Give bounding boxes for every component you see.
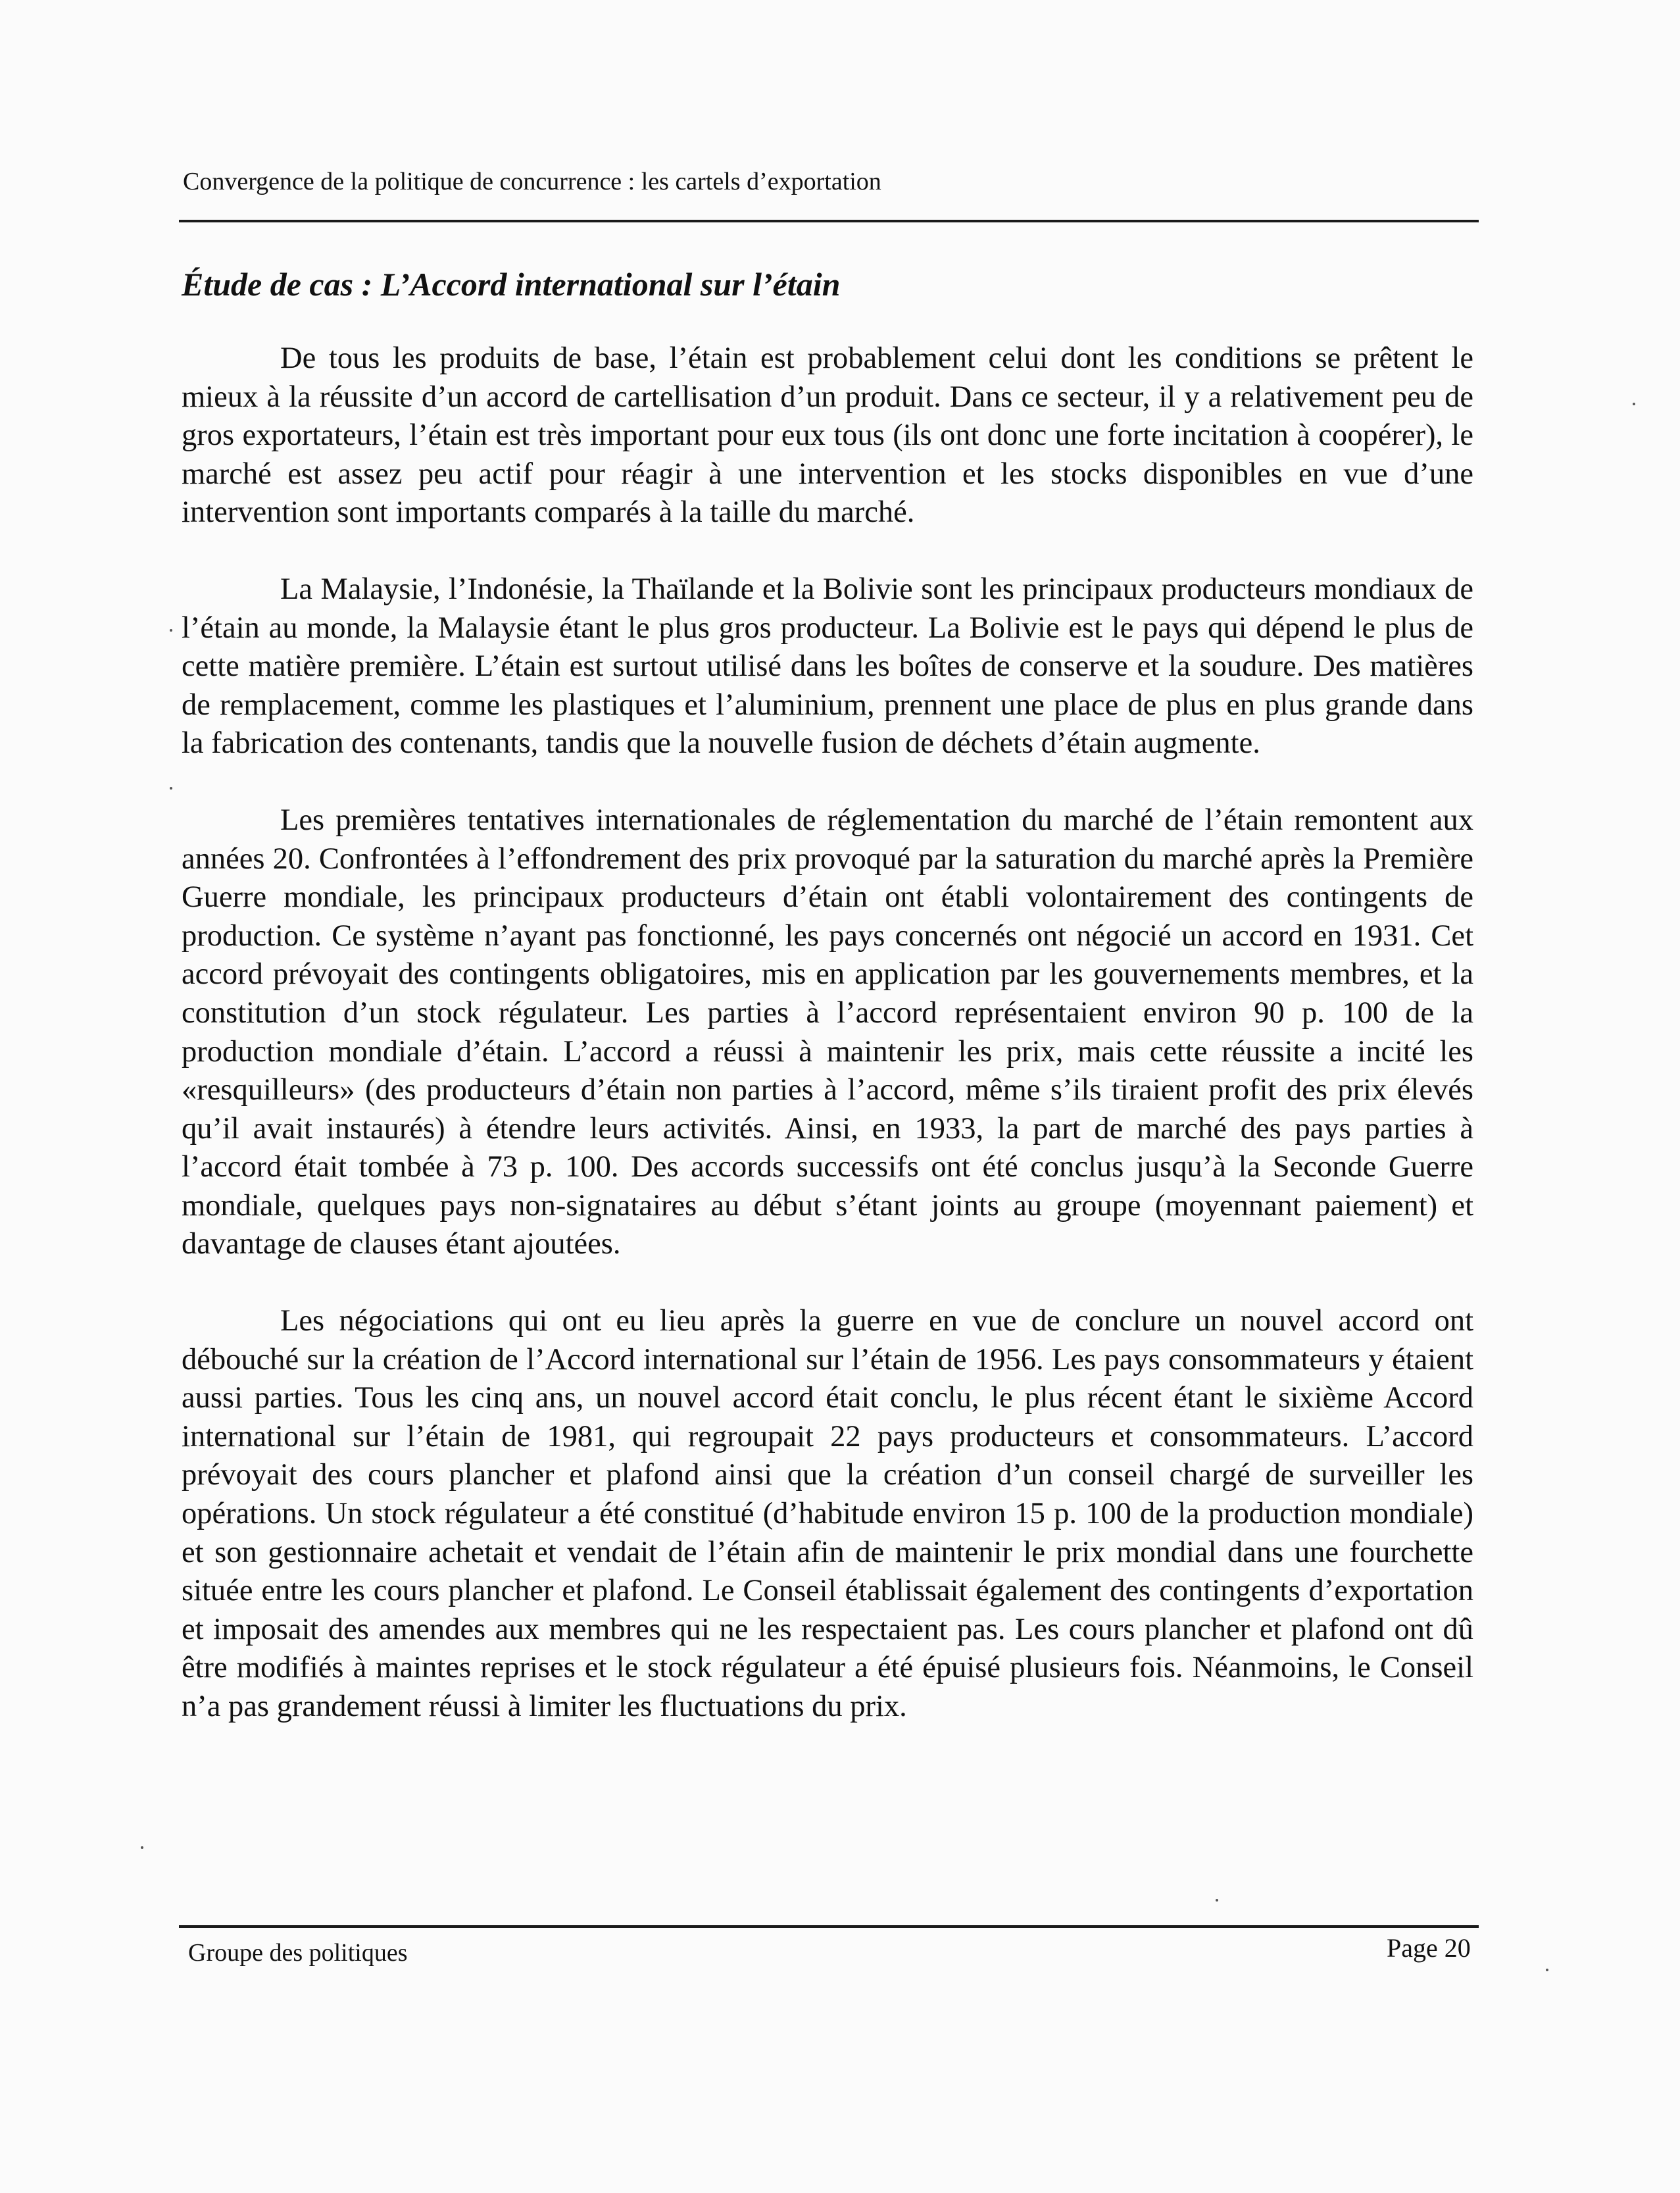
scan-speck	[141, 1846, 143, 1849]
scan-speck	[1633, 403, 1635, 405]
paragraph: Les premières tentatives internationales de réglementation du marché de l’étain remontent aux années 20. Confrontées à l’effondrement des prix provoqué par la saturation du marché après la Première Guerre mondiale, les principaux producteurs d’étain ont établi volontairement des contingents de production. Ce système n’ayant pas fonctionné, les pays concernés ont négocié un accord en 1931. Cet accord prévoyait des contingents obligatoires, mis en application par les gouvernements membres, et la constitution d’un stock régulateur. Les parties à l’accord représentaient environ 90 p. 100 de la production mondiale d’étain. L’accord a réussi à maintenir les prix, mais cette réussite a incité les «resquilleurs» (des producteurs d’étain non parties à l’accord, même s’ils tiraient profit des prix élevés qu’il avait instaurés) à étendre leurs activités. Ainsi, en 1933, la part de marché des pays parties à l’accord était tombée à 73 p. 100. Des accords successifs ont été conclus jusqu’à la Seconde Guerre mondiale, quelques pays non-signataires au début s’étant joints au groupe (moyennant paiement) et davantage de clauses étant ajoutées.	[182, 803, 1473, 1261]
running-header: Convergence de la politique de concurrence : les cartels d’exportation	[183, 168, 881, 195]
paragraph: La Malaysie, l’Indonésie, la Thaïlande et la Bolivie sont les principaux producteurs mondiaux de l’étain au monde, la Malaysie étant le plus gros producteur. La Bolivie est le pays qui dépend le plus de cette matière première. L’étain est surtout utilisé dans les boîtes de conserve et la soudure. Des matières de remplacement, comme les plastiques et l’aluminium, prennent une place de plus en plus grande dans la fabrication des contenants, tandis que la nouvelle fusion de déchets d’étain augmente.	[182, 572, 1473, 761]
footer-organization: Groupe des politiques	[188, 1939, 408, 1967]
paragraph: Les négociations qui ont eu lieu après la guerre en vue de conclure un nouvel accord ont débouché sur la création de l’Accord international sur l’étain de 1956. Les pays consommateurs y étaient aussi parties. Tous les cinq ans, un nouvel accord était conclu, le plus récent étant le sixième Accord international sur l’étain de 1981, qui regroupait 22 pays producteurs et consommateurs. L’accord prévoyait des cours plancher et plafond ainsi que la création d’un conseil chargé de surveiller les opérations. Un stock régulateur a été constitué (d’habitude environ 15 p. 100 de la production mondiale) et son gestionnaire achetait et vendait de l’étain afin de maintenir le prix mondial dans une fourchette située entre les cours plancher et plafond. Le Conseil établissait également des contingents d’exportation et imposait des amendes aux membres qui ne les respectaient pas. Les cours plancher et plafond ont dû être modifiés à maintes reprises et le stock régulateur a été épuisé plusieurs fois. Néanmoins, le Conseil n’a pas grandement réussi à limiter les fluctuations du prix.	[182, 1304, 1473, 1723]
paragraph: De tous les produits de base, l’étain est probablement celui dont les conditions se prêtent le mieux à la réussite d’un accord de cartellisation d’un produit. Dans ce secteur, il y a relativement peu de gros exportateurs, l’étain est très important pour eux tous (ils ont donc une forte incitation à coopérer), le marché est assez peu actif pour réagir à une intervention et les stocks disponibles en vue d’une intervention sont importants comparés à la taille du marché.	[182, 341, 1473, 530]
header-rule	[179, 220, 1479, 222]
footer-rule	[179, 1925, 1479, 1928]
section-title: Étude de cas : L’Accord international sur l’étain	[182, 266, 841, 303]
scan-speck	[1216, 1899, 1218, 1902]
page-number: Page 20	[1387, 1933, 1471, 1963]
scan-speck	[170, 787, 172, 790]
scan-speck	[170, 629, 172, 632]
body-text	[182, 340, 1473, 1727]
scan-speck	[1546, 1969, 1548, 1971]
